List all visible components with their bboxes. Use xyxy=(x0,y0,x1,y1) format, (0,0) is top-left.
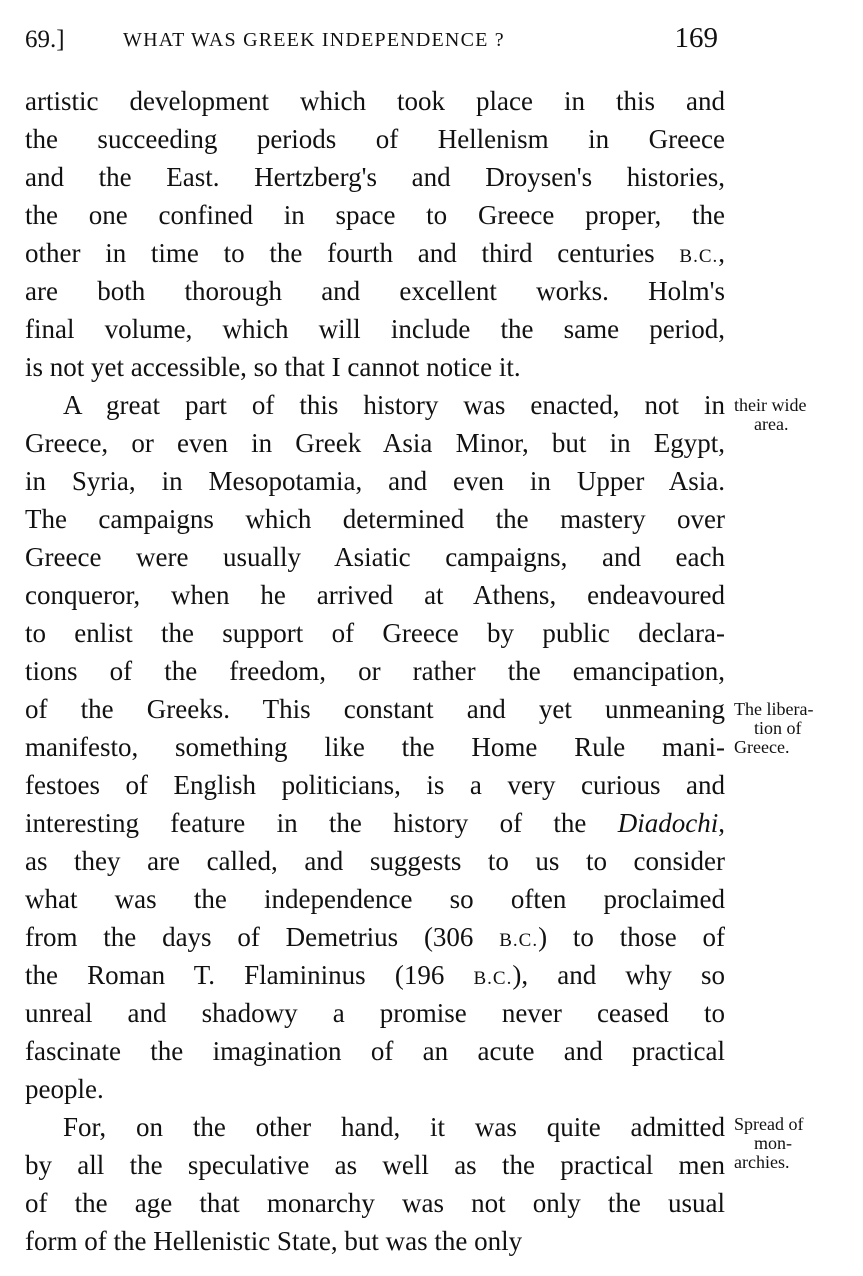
text-line: as they are called, and suggests to us to consider xyxy=(25,846,725,876)
text-line: the one confined in space to Greece proper, the xyxy=(25,200,725,230)
text-line: For, on the other hand, it was quite admitted xyxy=(63,1112,725,1142)
text-line: is not yet accessible, so that I cannot notice it. xyxy=(25,352,521,382)
text-line: Greece, or even in Greek Asia Minor, but in Egypt, xyxy=(25,428,725,458)
margin-note-liberation: The libera- tion of Greece. xyxy=(734,699,814,757)
text-line: artistic development which took place in this and xyxy=(25,86,725,116)
text-line: in Syria, in Mesopotamia, and even in Upper Asia. xyxy=(25,466,725,496)
text-line: are both thorough and excellent works. Holm's xyxy=(25,276,725,306)
running-header xyxy=(25,22,720,62)
section-number: 69.] xyxy=(25,26,65,53)
margin-note-wide-area: their wide area. xyxy=(734,395,807,434)
text-line: the Roman T. Flamininus (196 B.C.), and why so xyxy=(25,960,725,990)
text-line: by all the speculative as well as the practical men xyxy=(25,1150,725,1180)
body-text xyxy=(25,82,725,1260)
text-line: what was the independence so often proclaimed xyxy=(25,884,725,914)
text-line: the succeeding periods of Hellenism in Greece xyxy=(25,124,725,154)
text-line: from the days of Demetrius (306 B.C.) to those of xyxy=(25,922,725,952)
text-line: final volume, which will include the same period, xyxy=(25,314,725,344)
text-line: unreal and shadowy a promise never ceased to xyxy=(25,998,725,1028)
text-line: A great part of this history was enacted, not in xyxy=(63,390,725,420)
text-line: fascinate the imagination of an acute and practical xyxy=(25,1036,725,1066)
text-line: form of the Hellenistic State, but was the only xyxy=(25,1226,523,1256)
text-line: tions of the freedom, or rather the emancipation, xyxy=(25,656,725,686)
text-line: of the Greeks. This constant and yet unmeaning xyxy=(25,694,725,724)
text-line: to enlist the support of Greece by public declara- xyxy=(25,618,725,648)
text-line: festoes of English politicians, is a very curious and xyxy=(25,770,725,800)
text-line: other in time to the fourth and third centuries B.C., xyxy=(25,238,725,268)
text-line: of the age that monarchy was not only the usual xyxy=(25,1188,725,1218)
text-line: and the East. Hertzberg's and Droysen's histories, xyxy=(25,162,725,192)
text-line: people. xyxy=(25,1074,104,1104)
text-line: conqueror, when he arrived at Athens, endeavoured xyxy=(25,580,725,610)
margin-note-monarchies: Spread of mon- archies. xyxy=(734,1114,804,1172)
text-line: interesting feature in the history of the Diadochi, xyxy=(25,808,725,838)
text-line: The campaigns which determined the mastery over xyxy=(25,504,725,534)
running-title: WHAT WAS GREEK INDEPENDENCE ? xyxy=(123,29,505,51)
text-line: Greece were usually Asiatic campaigns, and each xyxy=(25,542,725,572)
text-line: manifesto, something like the Home Rule mani- xyxy=(25,732,725,762)
page-number: 169 xyxy=(674,22,718,54)
